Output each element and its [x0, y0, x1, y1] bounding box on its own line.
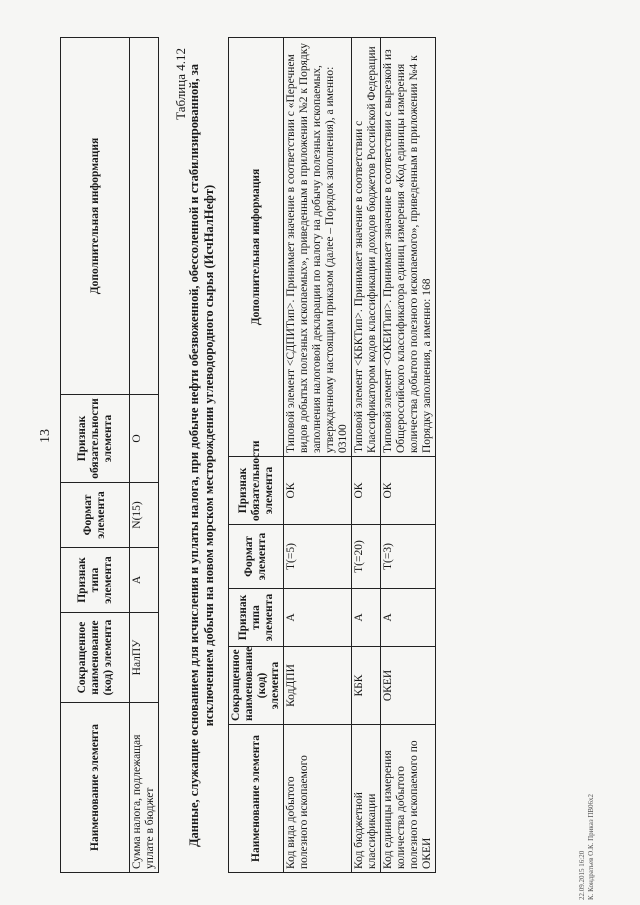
table-row: [284, 38, 352, 873]
cell-name: Код вида добытого полезного ископаемого: [284, 725, 352, 873]
cell-code: ОКЕИ: [381, 647, 436, 725]
cell-code: КодДПИ: [284, 647, 352, 725]
cell-type: А: [381, 589, 436, 647]
cell-code: КБК: [352, 647, 381, 725]
cell-type: А: [284, 589, 352, 647]
footer-author: К. Кондратьев О.К. Приказ ПВ06х2: [587, 793, 595, 900]
cell-info: [130, 38, 159, 395]
cell-info: Типовой элемент <ОКЕИТип>. Принимает значение в соответствии с вырезкой из Общероссийского классификатора единиц измерения «Код единицы измерения количества добытого полезного ископаемого», приведенным в приложении №4 к Порядку заполнения, а именно: 168: [381, 38, 436, 457]
table-row: [130, 38, 159, 873]
cell-name: Код единицы измерения количества добытого полезного ископаемого по ОКЕИ: [381, 725, 436, 873]
element-table-continued: [60, 37, 159, 873]
cell-format: T(=20): [352, 525, 381, 589]
header-element-required: Признак обязательности элемента: [61, 395, 130, 483]
cell-required: О: [130, 395, 159, 483]
cell-name: Код бюджетной классификации: [352, 725, 381, 873]
header-additional-info: Дополнительная информация: [229, 38, 284, 457]
element-table-4-12: [228, 37, 436, 873]
rotated-page-content: [60, 38, 620, 873]
page-number: 13: [38, 429, 53, 443]
header-element-required: Признак обязательности элемента: [229, 457, 284, 525]
cell-format: T(=5): [284, 525, 352, 589]
header-additional-info: Дополнительная информация: [61, 38, 130, 395]
document-footer: [578, 794, 596, 900]
header-element-format: Формат элемента: [229, 525, 284, 589]
cell-info: Типовой элемент <СДПИТип>. Принимает значение в соответствии с «Перечнем видов добытых полезных ископаемых», приведенным в приложении №2 к Порядку заполнения налоговой декларации по налогу на добычу полезных ископаемых, утвержденному настоящим приказом (далее – Порядок заполнения), а именно: 03100: [284, 38, 352, 457]
header-element-type: Признак типа элемента: [61, 548, 130, 613]
header-element-format: Формат элемента: [61, 483, 130, 548]
table-row: [381, 38, 436, 873]
header-element-code: Сокращенное наименование (код) элемента: [61, 613, 130, 703]
cell-type: А: [130, 548, 159, 613]
cell-required: ОК: [352, 457, 381, 525]
cell-info: Типовой элемент <КБКТип>. Принимает значение в соответствии с Классификатором кодов классификации доходов бюджетов Российской Федерации: [352, 38, 381, 457]
footer-timestamp: 22.09.2015 16:20: [578, 850, 586, 900]
table-number: Таблица 4.12: [173, 48, 188, 120]
cell-code: НалПУ: [130, 613, 159, 703]
cell-format: T(=3): [381, 525, 436, 589]
header-element-name: Наименование элемента: [229, 725, 284, 873]
header-element-name: Наименование элемента: [61, 703, 130, 873]
cell-required: ОК: [381, 457, 436, 525]
header-element-type: Признак типа элемента: [229, 589, 284, 647]
cell-name: Сумма налога, подлежащая уплате в бюджет: [130, 703, 159, 873]
table-row: [352, 38, 381, 873]
cell-required: ОК: [284, 457, 352, 525]
cell-format: N(15): [130, 483, 159, 548]
table-caption: Данные, служащие основанием для исчисления и уплаты налога, при добыче нефти обезвоженной, обессоленной и стабилизированной, за исключением добычи на новом морском месторождении углеводородного сырья (ИсчНалНефт): [187, 63, 216, 848]
cell-type: А: [352, 589, 381, 647]
header-element-code: Сокращенное наименование (код) элемента: [229, 647, 284, 725]
